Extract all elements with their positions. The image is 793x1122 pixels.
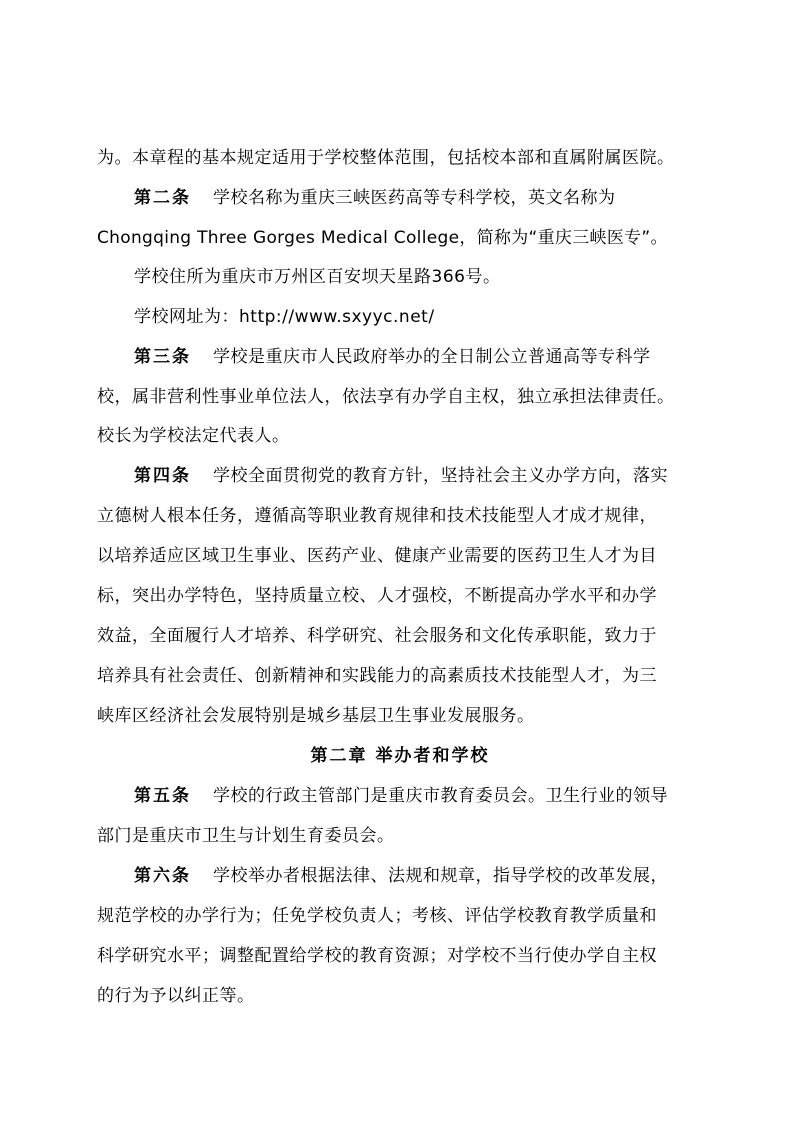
article-6-line-4: 的行为予以纠正等。 [97,986,255,1006]
paragraph-text: 学校名称为重庆三峡医药高等专科学校，英文名称为 [213,188,616,208]
article-4-line-4: 标，突出办学特色，坚持质量立校、人才强校，不断提高办学水平和办学 [97,586,657,606]
article-5-line-1 [134,784,668,808]
article-6-line-1 [134,864,668,888]
paragraph-text: 学校的行政主管部门是重庆市教育委员会。卫生行业的领导 [213,786,668,806]
paragraph-text: 学校举办者根据法律、法规和规章，指导学校的改革发展， [213,866,668,886]
paragraph-text: 学校全面贯彻党的教育方针，坚持社会主义办学方向，落实 [213,466,668,486]
article-3-line-3: 校长为学校法定代表人。 [97,426,290,446]
address-line: 学校住所为重庆市万州区百安坝天星路366号。 [134,267,501,287]
article-6-line-3: 科学研究水平；调整配置给学校的教育资源；对学校不当行使办学自主权 [97,946,657,966]
article-label: 第四条 [134,466,191,486]
article-3-line-1 [134,345,651,369]
article-4-line-1 [134,464,668,488]
article-4-line-6: 培养具有社会责任、创新精神和实践能力的高素质技术技能型人才，为三 [97,666,657,686]
article-4-line-2: 立德树人根本任务，遵循高等职业教育规律和技术技能型人才成才规律， [97,506,657,526]
article-label: 第五条 [134,786,191,806]
article-6-line-2: 规范学校的办学行为；任免学校负责人；考核、评估学校教育教学质量和 [97,906,657,926]
article-label: 第二条 [134,188,191,208]
website-line: 学校网址为：http://www.sxyyc.net/ [134,307,435,327]
article-label: 第六条 [134,866,191,886]
article-5-line-2: 部门是重庆市卫生与计划生育委员会。 [97,826,395,846]
article-3-line-2: 校，属非营利性事业单位法人，依法享有办学自主权，独立承担法律责任。 [97,387,675,407]
article-4-line-7: 峡库区经济社会发展特别是城乡基层卫生事业发展服务。 [97,706,535,726]
article-4-line-5: 效益，全面履行人才培养、科学研究、社会服务和文化传承职能，致力于 [97,626,657,646]
paragraph-text: 学校是重庆市人民政府举办的全日制公立普通高等专科学 [213,347,651,367]
paragraph-line: 为。本章程的基本规定适用于学校整体范围，包括校本部和直属附属医院。 [97,148,675,168]
article-label: 第三条 [134,347,191,367]
article-2-line-2: Chongqing Three Gorges Medical College，简称为“重庆三峡医专”。 [97,228,668,248]
chapter-heading: 第二章 举办者和学校 [310,746,490,766]
article-2-line-1 [134,186,616,210]
article-4-line-3: 以培养适应区域卫生事业、医药产业、健康产业需要的医药卫生人才为目 [97,546,657,566]
